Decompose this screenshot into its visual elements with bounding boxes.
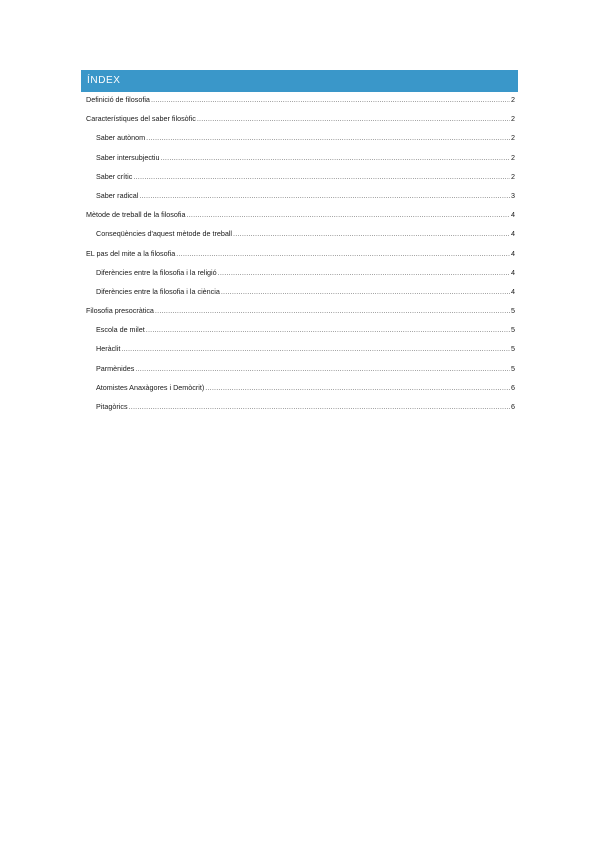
dot-leader bbox=[218, 268, 510, 277]
toc-entry-saber-radical[interactable] bbox=[86, 191, 515, 210]
toc-entry-atomistes[interactable] bbox=[86, 383, 515, 402]
index-heading: ÍNDEX bbox=[81, 70, 518, 92]
toc-entry-title: Heràclit bbox=[96, 344, 121, 354]
toc-entry-title: Característiques del saber filosòfic bbox=[86, 114, 196, 124]
toc-entry-title: Saber radical bbox=[96, 190, 139, 200]
toc-entry-definicio[interactable] bbox=[86, 95, 515, 114]
toc-page-number: 2 bbox=[511, 133, 515, 143]
toc-page-number: 4 bbox=[511, 286, 515, 296]
toc-entry-title: Saber intersubjectiu bbox=[96, 152, 160, 162]
toc-page-number: 6 bbox=[511, 382, 515, 392]
toc-page-number: 4 bbox=[511, 267, 515, 277]
dot-leader bbox=[129, 402, 510, 411]
toc-page-number: 5 bbox=[511, 363, 515, 373]
dot-leader bbox=[155, 306, 510, 315]
dot-leader bbox=[233, 229, 510, 238]
toc-entry-parmenides[interactable] bbox=[86, 364, 515, 383]
dot-leader bbox=[146, 133, 510, 142]
toc-entry-title: Parmènides bbox=[96, 363, 135, 373]
toc-entry-title: EL pas del mite a la filosofia bbox=[86, 248, 176, 258]
toc-page-number: 5 bbox=[511, 306, 515, 316]
toc-page-number: 5 bbox=[511, 325, 515, 335]
dot-leader bbox=[133, 172, 510, 181]
toc-page-number: 2 bbox=[511, 152, 515, 162]
toc-entry-saber-intersubjectiu[interactable] bbox=[86, 153, 515, 172]
toc-entry-title: Definició de filosofia bbox=[86, 95, 150, 104]
toc-page-number: 3 bbox=[511, 190, 515, 200]
toc-entry-title: Pitagòrics bbox=[96, 402, 128, 411]
toc-entry-presocratica[interactable] bbox=[86, 306, 515, 325]
toc-entry-title: Diferències entre la filosofia i la religió bbox=[96, 267, 217, 277]
dot-leader bbox=[161, 153, 510, 162]
toc-entry-title: Saber crític bbox=[96, 171, 133, 181]
toc-entry-consequencies[interactable] bbox=[86, 229, 515, 248]
dot-leader bbox=[151, 95, 510, 104]
toc-page-number: 4 bbox=[511, 229, 515, 239]
toc-entry-title: Mètode de treball de la filosofia bbox=[86, 210, 186, 220]
toc-entry-heraclit[interactable] bbox=[86, 344, 515, 363]
toc-entry-title: Conseqüències d'aquest mètode de treball bbox=[96, 229, 233, 239]
toc-page-number: 4 bbox=[511, 248, 515, 258]
dot-leader bbox=[187, 210, 511, 219]
toc-page-number: 4 bbox=[511, 210, 515, 220]
toc-entry-metode[interactable] bbox=[86, 210, 515, 229]
dot-leader bbox=[197, 114, 510, 123]
toc-entry-saber-autonom[interactable] bbox=[86, 133, 515, 152]
dot-leader bbox=[221, 287, 510, 296]
toc-page-number: 2 bbox=[511, 114, 515, 124]
toc-entry-pitagorics[interactable] bbox=[86, 402, 515, 421]
toc-page-number: 2 bbox=[511, 171, 515, 181]
toc-entry-diferencies-religio[interactable] bbox=[86, 268, 515, 287]
toc-entry-saber-critic[interactable] bbox=[86, 172, 515, 191]
dot-leader bbox=[146, 325, 510, 334]
dot-leader bbox=[205, 383, 510, 392]
toc-entry-escola-milet[interactable] bbox=[86, 325, 515, 344]
toc-entry-caracteristiques[interactable] bbox=[86, 114, 515, 133]
dot-leader bbox=[139, 191, 510, 200]
toc-page-number: 5 bbox=[511, 344, 515, 354]
dot-leader bbox=[176, 249, 510, 258]
dot-leader bbox=[121, 344, 510, 353]
toc-entry-title: Atomistes Anaxàgores i Demòcrit) bbox=[96, 382, 205, 392]
table-of-contents bbox=[86, 95, 515, 421]
toc-entry-title: Saber autònom bbox=[96, 133, 146, 143]
toc-page-number: 6 bbox=[511, 402, 515, 411]
toc-entry-diferencies-ciencia[interactable] bbox=[86, 287, 515, 306]
toc-entry-title: Escola de milet bbox=[96, 325, 145, 335]
dot-leader bbox=[135, 364, 510, 373]
toc-entry-title: Diferències entre la filosofia i la ciència bbox=[96, 286, 220, 296]
toc-entry-title: Filosofia presocràtica bbox=[86, 306, 154, 316]
toc-entry-pas-del-mite[interactable] bbox=[86, 249, 515, 268]
toc-page-number: 2 bbox=[511, 95, 515, 104]
